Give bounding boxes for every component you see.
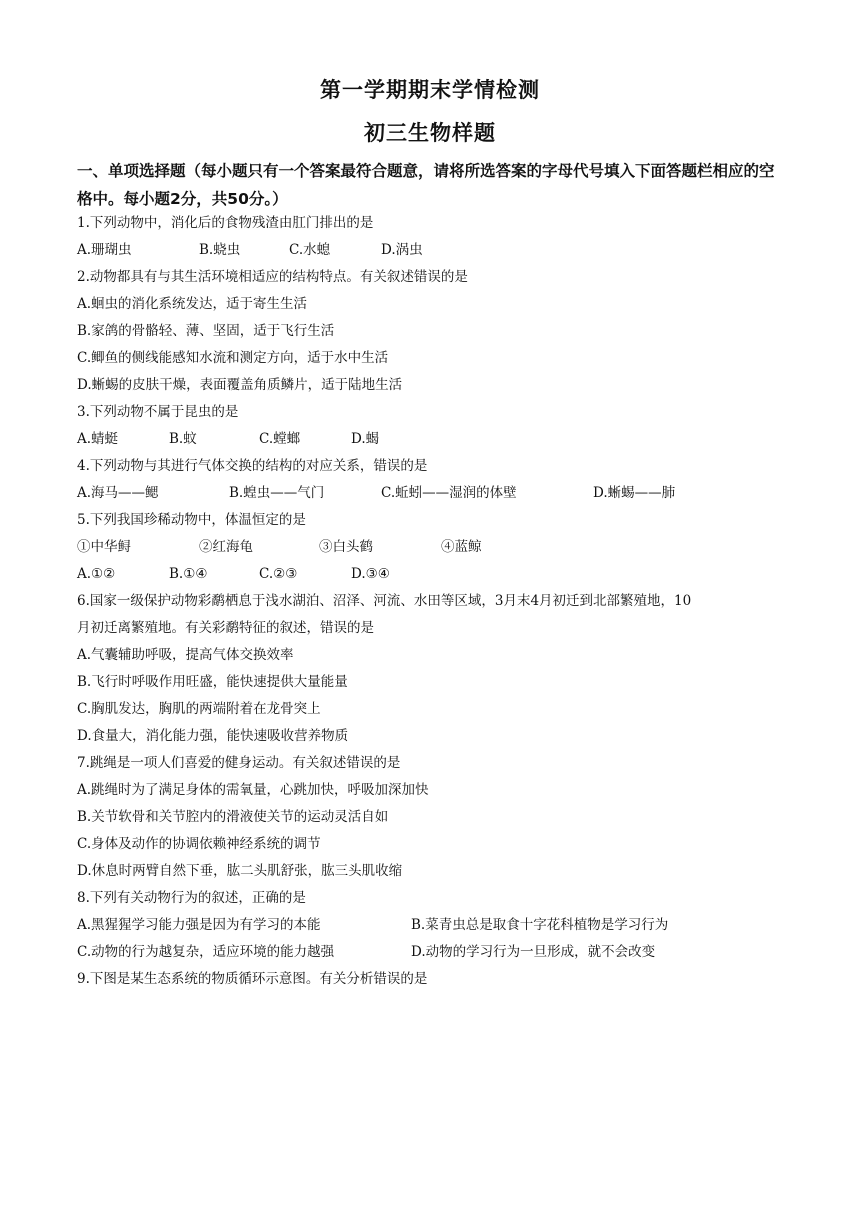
- option: B.蛲虫: [199, 242, 241, 258]
- option: D.蜥蜴的皮肤干燥，表面覆盖角质鳞片，适于陆地生活: [77, 377, 403, 393]
- question-stem: 6.国家一级保护动物彩鹬栖息于浅水湖泊、沼泽、河流、水田等区域，3月末4月初迁到北部繁殖地，10: [77, 593, 692, 609]
- option: B.飞行时呼吸作用旺盛，能快速提供大量能量: [77, 674, 348, 690]
- option: A.①②: [77, 566, 116, 582]
- option: D.休息时两臂自然下垂，肱二头肌舒张，肱三头肌收缩: [77, 863, 403, 879]
- option: C.水螅: [289, 242, 331, 258]
- option: C.胸肌发达，胸肌的两端附着在龙骨突上: [77, 701, 321, 717]
- option: C.蚯蚓——湿润的体壁: [381, 485, 517, 501]
- option: C.螳螂: [259, 431, 301, 447]
- option: D.蜥蜴——肺: [593, 485, 676, 501]
- option: A.气囊辅助呼吸，提高气体交换效率: [77, 647, 294, 663]
- option: C.②③: [259, 566, 298, 582]
- option: D.蝎: [351, 431, 380, 447]
- question-stem: 4.下列动物与其进行气体交换的结构的对应关系，错误的是: [77, 458, 428, 474]
- question-stem: 1.下列动物中，消化后的食物残渣由肛门排出的是: [77, 215, 374, 231]
- option: C.动物的行为越复杂，适应环境的能力越强: [77, 944, 335, 960]
- question-stem: 8.下列有关动物行为的叙述，正确的是: [77, 890, 306, 906]
- option: B.①④: [169, 566, 208, 582]
- option: C.身体及动作的协调依赖神经系统的调节: [77, 836, 321, 852]
- exam-title: 第一学期期末学情检测: [320, 78, 540, 102]
- question-stem: 9.下图是某生态系统的物质循环示意图。有关分析错误的是: [77, 971, 428, 987]
- option: A.蛔虫的消化系统发达，适于寄生生活: [77, 296, 308, 312]
- option: A.蜻蜓: [77, 431, 119, 447]
- list-item: ③白头鹤: [319, 539, 373, 555]
- option: B.蝗虫——气门: [229, 485, 325, 501]
- list-item: ④蓝鲸: [441, 539, 482, 555]
- option: C.鲫鱼的侧线能感知水流和测定方向，适于水中生活: [77, 350, 389, 366]
- option: B.家鸽的骨骼轻、薄、坚固，适于飞行生活: [77, 323, 335, 339]
- question-stem-continuation: 月初迁离繁殖地。有关彩鹬特征的叙述，错误的是: [77, 620, 374, 636]
- question-stem: 2.动物都具有与其生活环境相适应的结构特点。有关叙述错误的是: [77, 269, 468, 285]
- list-item: ①中华鲟: [77, 539, 131, 555]
- option: A.黑猩猩学习能力强是因为有学习的本能: [77, 917, 321, 933]
- option: A.海马——鳃: [77, 485, 159, 501]
- option: D.动物的学习行为一旦形成，就不会改变: [411, 944, 656, 960]
- option: B.菜青虫总是取食十字花科植物是学习行为: [411, 917, 669, 933]
- option: B.关节软骨和关节腔内的滑液使关节的运动灵活自如: [77, 809, 389, 825]
- option: D.③④: [351, 566, 390, 582]
- question-stem: 3.下列动物不属于昆虫的是: [77, 404, 239, 420]
- question-stem: 7.跳绳是一项人们喜爱的健身运动。有关叙述错误的是: [77, 755, 401, 771]
- option: D.食量大，消化能力强，能快速吸收营养物质: [77, 728, 349, 744]
- option: A.跳绳时为了满足身体的需氧量，心跳加快，呼吸加深加快: [77, 782, 429, 798]
- section-heading: 一、单项选择题（每小题只有一个答案最符合题意，请将所选答案的字母代号填入下面答题栏相应的空格中。每小题2分，共50分。）: [77, 162, 775, 208]
- exam-subtitle: 初三生物样题: [364, 121, 496, 145]
- option: A.珊瑚虫: [77, 242, 132, 258]
- list-item: ②红海龟: [199, 539, 253, 555]
- option: D.涡虫: [381, 242, 423, 258]
- question-stem: 5.下列我国珍稀动物中，体温恒定的是: [77, 512, 306, 528]
- option: B.蚊: [169, 431, 197, 447]
